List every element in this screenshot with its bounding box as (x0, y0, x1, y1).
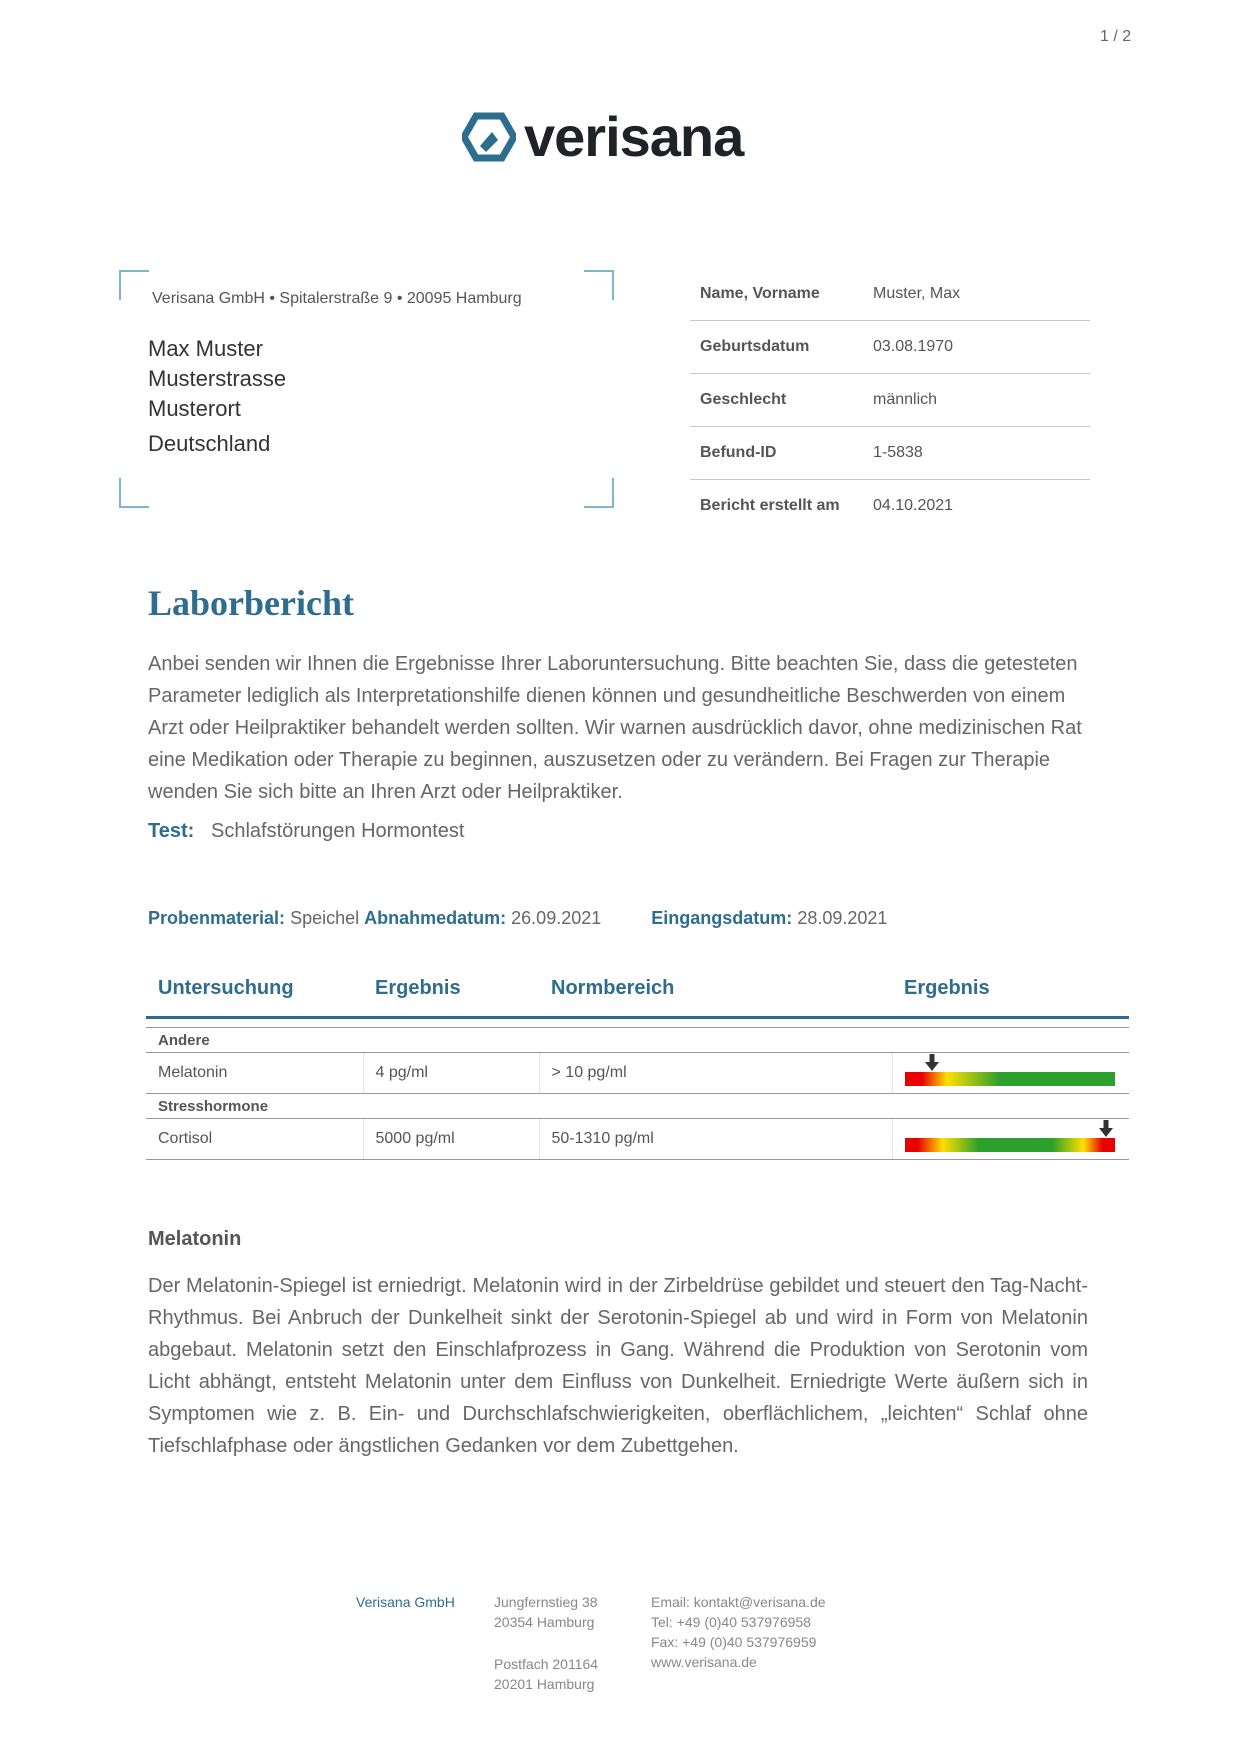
intro-paragraph: Anbei senden wir Ihnen die Ergebnisse Ihrer Laboruntersuchung. Bitte beachten Sie, dass die getesteten Parameter lediglich als Interpretationshilfe dienen können und gesundheitliche Beschwerden von einem Arzt oder Heilpraktiker behandelt werden sollten. Wir warnen ausdrücklich davor, ohne medizinischen Rat eine Medikation oder Therapie zu beginnen, auszusetzen oder zu verändern. Bei Fragen zur Therapie wenden Sie sich bitte an Ihren Arzt oder Heilpraktiker. (148, 653, 1082, 803)
receipt-value: 28.09.2021 (797, 908, 888, 928)
patient-info-table (690, 268, 1090, 532)
header-result-scale: Ergebnis (892, 960, 1129, 1018)
footer-po-line1: Postfach 201164 (494, 1656, 599, 1672)
header-range: Normbereich (539, 960, 892, 1018)
address-corner-bottom-right (584, 478, 614, 508)
footer-postbox (494, 1654, 598, 1694)
collection-label: Abnahmedatum: (364, 908, 507, 928)
result-scale-melatonin (905, 1072, 1115, 1086)
info-row (690, 480, 1090, 533)
info-row (690, 374, 1090, 427)
verisana-logo-icon (462, 112, 516, 162)
sender-line: Verisana GmbH • Spitalerstraße 9 • 20095 Hamburg (152, 290, 522, 307)
row-scale-cell (892, 1053, 1129, 1094)
info-row (690, 321, 1090, 374)
recipient-city: Musterort (148, 396, 241, 421)
footer-address-line2: 20354 Hamburg (494, 1614, 595, 1630)
info-row (690, 268, 1090, 321)
info-value: Muster, Max (863, 268, 1090, 321)
info-value: 1-5838 (863, 427, 1090, 480)
company-logo (462, 105, 743, 169)
recipient-name: Max Muster (148, 336, 263, 361)
row-range: 50-1310 pg/ml (539, 1119, 892, 1160)
info-row (690, 427, 1090, 480)
section-text: Der Melatonin-Spiegel ist erniedrigt. Melatonin wird in der Zirbeldrüse gebildet und steuert den Tag-Nacht-Rhythmus. Bei Anbruch der Dunkelheit sinkt der Serotonin-Spiegel ab und wird in Form von Melatonin abgebaut. Melatonin setzt den Einschlafprozess in Gang. Während die Produktion von Serotonin vom Licht abhängt, entsteht Melatonin unter dem Einfluss von Dunkelheit. Erniedrigte Werte äußern sich in Symptomen wie z. B. Ein- und Durchschlafschwierigkeiten, oberflächlichem, „leichten“ Schlaf ohne Tiefschlafphase oder ängstlichen Gedanken vor dem Zubettgehen. (148, 1275, 1088, 1457)
footer-po-line2: 20201 Hamburg (494, 1676, 595, 1692)
row-result: 5000 pg/ml (363, 1119, 539, 1160)
result-scale-cortisol (905, 1138, 1115, 1152)
header-result: Ergebnis (363, 960, 539, 1018)
section-title: Melatonin (148, 1228, 242, 1250)
header-spacer (146, 1018, 1129, 1028)
logo-wordmark: verisana (524, 105, 744, 168)
info-label: Name, Vorname (690, 268, 863, 321)
footer-address (494, 1592, 598, 1632)
row-test: Cortisol (146, 1119, 363, 1160)
test-line (148, 820, 464, 843)
test-value: Schlafstörungen Hormontest (210, 820, 465, 842)
sample-line (148, 908, 887, 929)
info-label: Geschlecht (690, 374, 863, 427)
info-label: Bericht erstellt am (700, 497, 840, 514)
row-range: > 10 pg/ml (539, 1053, 892, 1094)
footer-company: Verisana GmbH (356, 1594, 455, 1610)
footer-fax: Fax: +49 (0)40 537976959 (651, 1634, 817, 1650)
material-label: Probenmaterial: (148, 908, 286, 928)
row-result: 4 pg/ml (363, 1053, 539, 1094)
footer-email[interactable]: Email: kontakt@verisana.de (651, 1594, 826, 1610)
results-table (146, 960, 1129, 1160)
recipient-street: Musterstrasse (148, 366, 287, 391)
address-corner-top-left (119, 270, 149, 300)
down-arrow-icon (925, 1054, 939, 1072)
collection-value: 26.09.2021 (511, 908, 602, 928)
group-name: Andere (146, 1028, 1129, 1053)
report-title: Laborbericht (148, 583, 354, 623)
test-label: Test: (148, 820, 195, 842)
table-row (146, 1053, 1129, 1094)
table-row (146, 1119, 1129, 1160)
info-label: Befund-ID (690, 427, 863, 480)
group-name: Stresshormone (146, 1094, 1129, 1119)
address-corner-top-right (584, 270, 614, 300)
results-header-row (146, 960, 1129, 1018)
footer-tel: Tel: +49 (0)40 537976958 (651, 1614, 811, 1630)
footer-contact (651, 1592, 826, 1672)
footer-website[interactable]: www.verisana.de (651, 1654, 757, 1670)
row-test: Melatonin (146, 1053, 363, 1094)
info-value: 03.08.1970 (863, 321, 1090, 374)
group-row (146, 1094, 1129, 1119)
receipt-label: Eingangsdatum: (651, 908, 793, 928)
header-test: Untersuchung (146, 960, 363, 1018)
row-scale-cell (892, 1119, 1129, 1160)
material-value: Speichel (290, 908, 360, 928)
info-label: Geburtsdatum (690, 321, 863, 374)
down-arrow-icon (1099, 1120, 1113, 1138)
recipient-country: Deutschland (148, 431, 271, 456)
page-number: 1 / 2 (1100, 28, 1132, 45)
info-value: männlich (863, 374, 1090, 427)
group-row (146, 1028, 1129, 1053)
scale-bar (905, 1138, 1115, 1152)
address-corner-bottom-left (119, 478, 149, 508)
footer-address-line1: Jungfernstieg 38 (494, 1594, 598, 1610)
info-value: 04.10.2021 (873, 497, 954, 514)
scale-bar (905, 1072, 1115, 1086)
